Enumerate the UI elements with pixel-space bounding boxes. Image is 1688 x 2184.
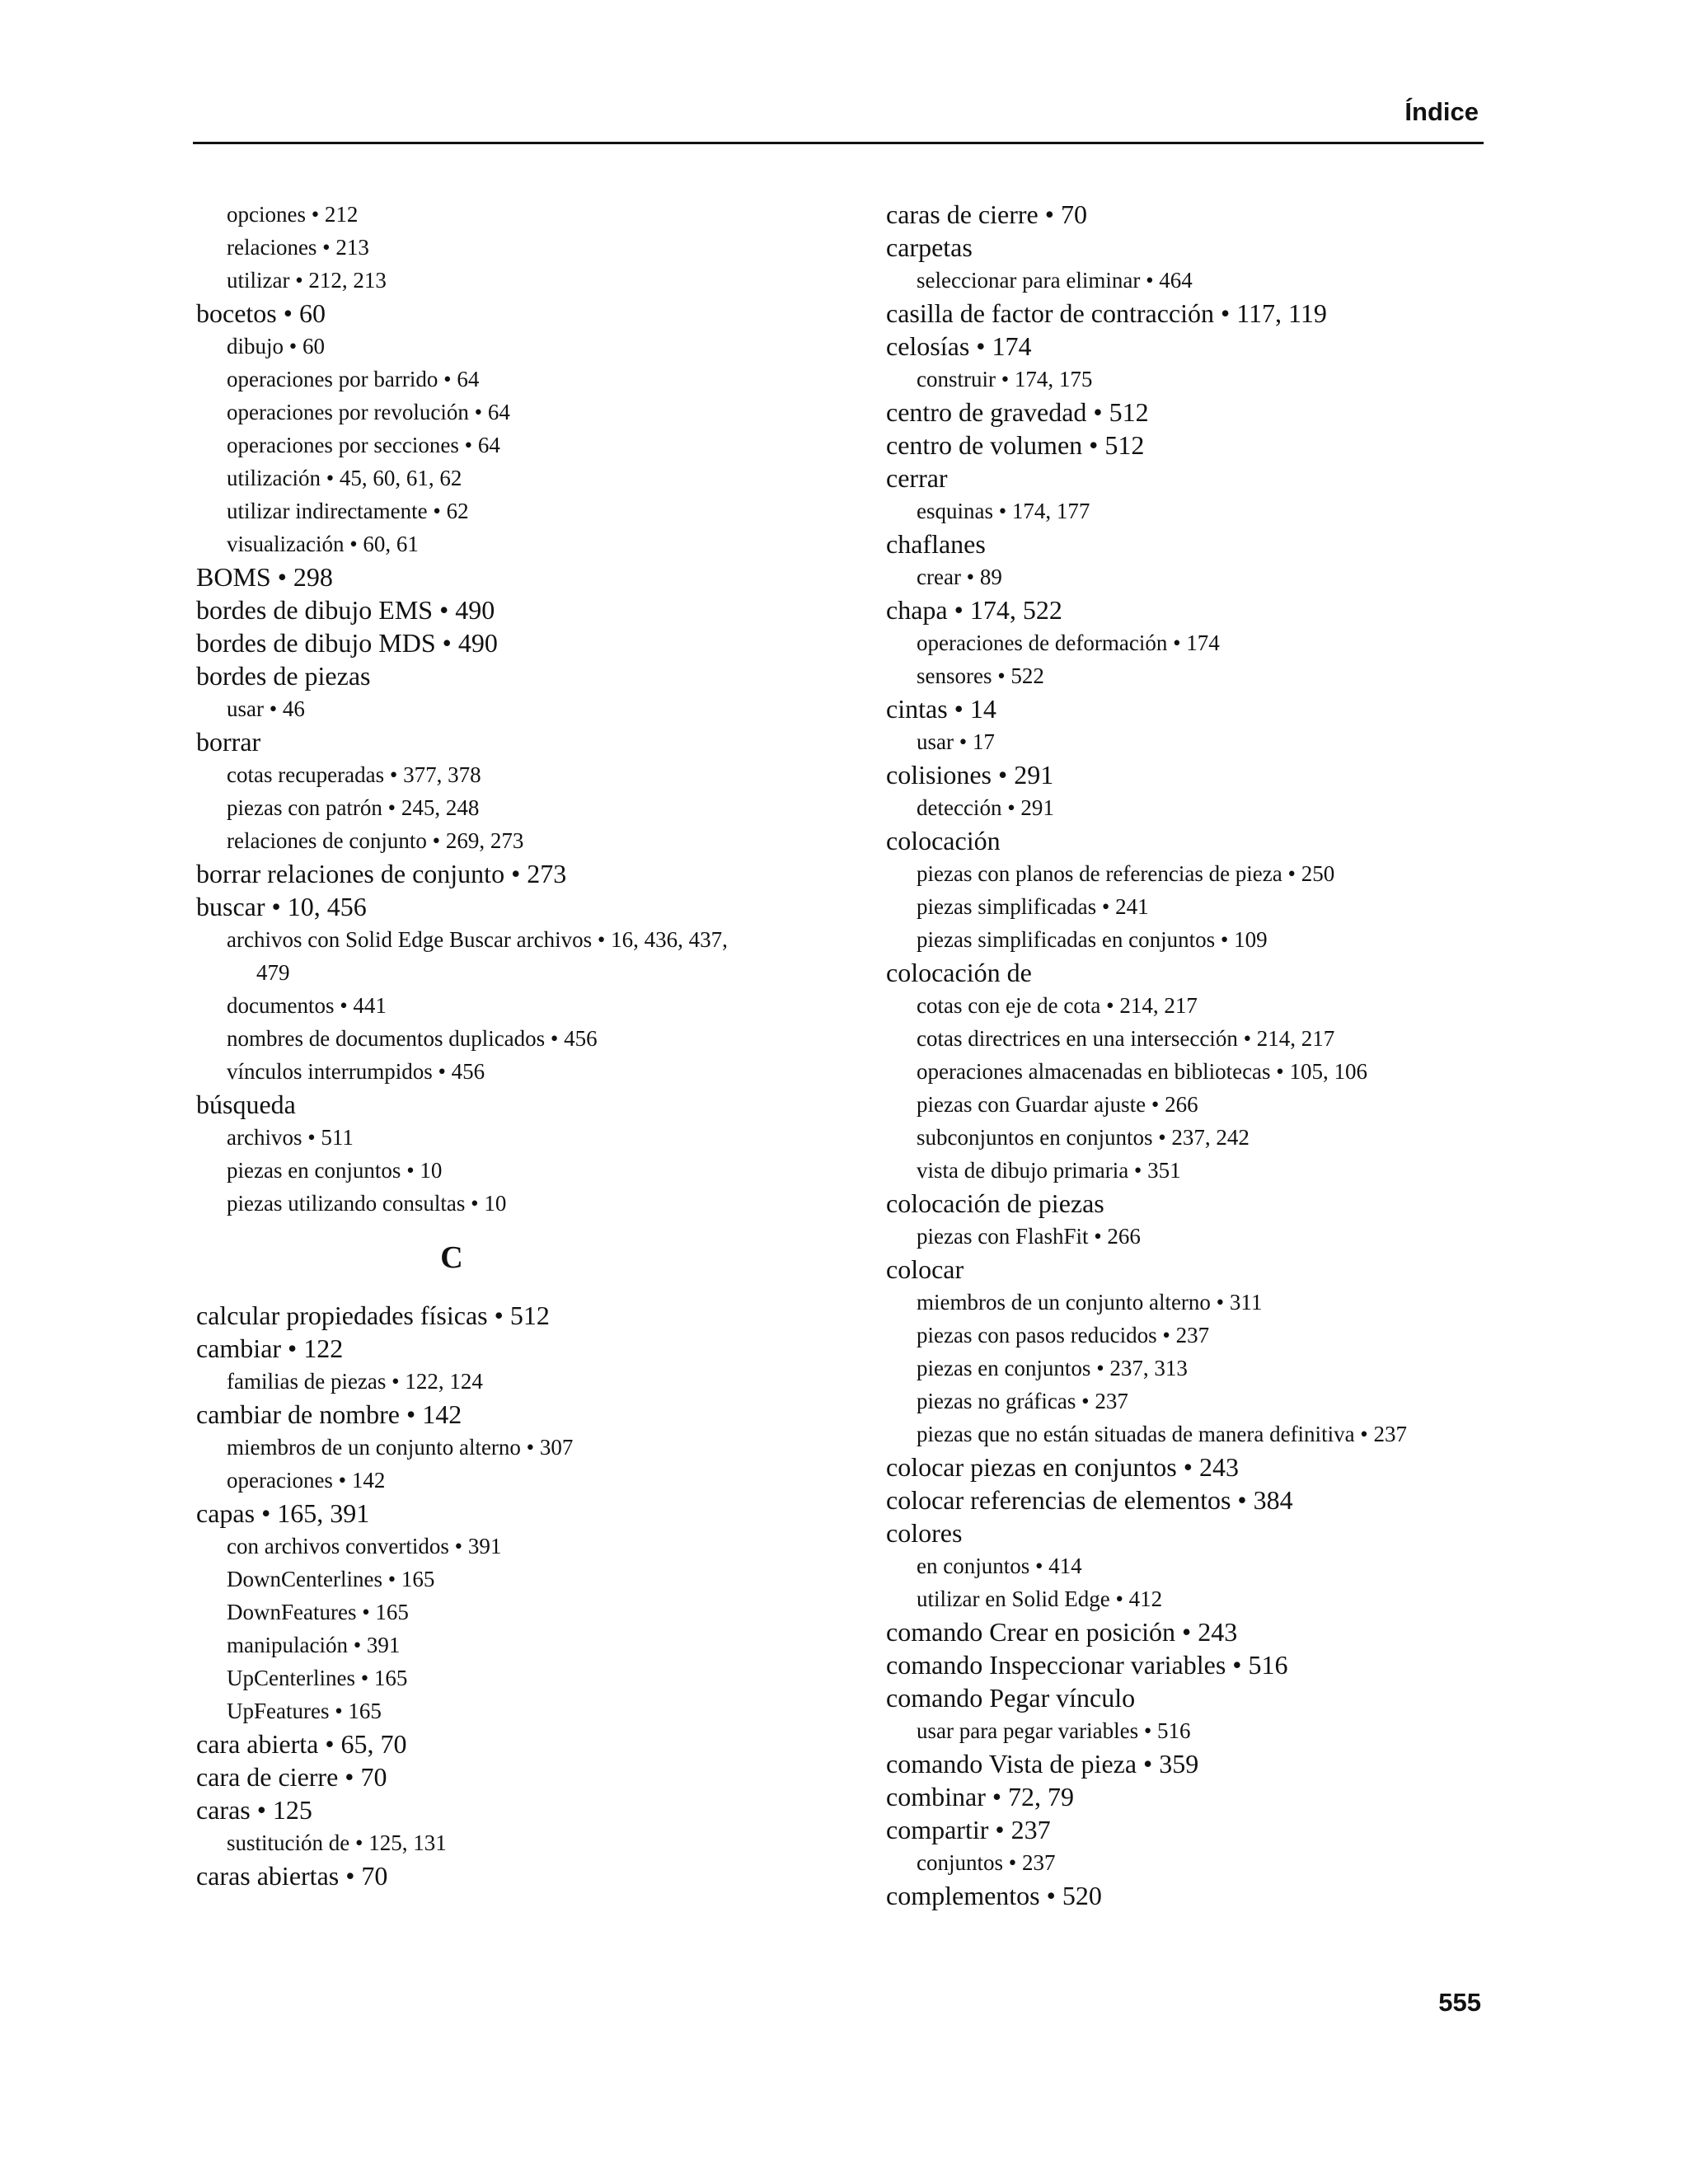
index-subentry: piezas con Guardar ajuste • 266 (917, 1092, 1198, 1117)
index-subentry: opciones • 212 (227, 202, 359, 227)
index-entry: caras abiertas • 70 (196, 1861, 388, 1891)
index-subentry: piezas con patrón • 245, 248 (227, 795, 480, 820)
index-subentry: DownCenterlines • 165 (227, 1567, 435, 1591)
index-entry: caras • 125 (196, 1795, 312, 1825)
index-entry: carpetas (886, 232, 973, 262)
index-subentry: dibujo • 60 (227, 334, 325, 359)
index-subentry: nombres de documentos duplicados • 456 (227, 1026, 598, 1051)
index-subentry: documentos • 441 (227, 993, 387, 1018)
index-entry: calcular propiedades físicas • 512 (196, 1301, 550, 1330)
index-subentry: subconjuntos en conjuntos • 237, 242 (917, 1125, 1250, 1150)
index-subentry: utilizar • 212, 213 (227, 268, 387, 293)
index-entry: colocación de piezas (886, 1188, 1104, 1218)
index-entry: buscar • 10, 456 (196, 892, 367, 921)
index-subentry: miembros de un conjunto alterno • 311 (917, 1290, 1263, 1315)
index-continuation: 479 (256, 960, 290, 985)
index-entry: bordes de dibujo EMS • 490 (196, 595, 495, 625)
index-entry: chapa • 174, 522 (886, 595, 1062, 625)
index-entry: cerrar (886, 463, 948, 493)
index-subentry: piezas con pasos reducidos • 237 (917, 1323, 1210, 1347)
index-entry: bocetos • 60 (196, 298, 326, 328)
index-entry: celosías • 174 (886, 331, 1032, 361)
index-subentry: operaciones almacenadas en bibliotecas • 105, 106 (917, 1059, 1368, 1084)
index-entry: complementos • 520 (886, 1881, 1102, 1910)
index-subentry: piezas con FlashFit • 266 (917, 1224, 1141, 1249)
running-header (193, 92, 1484, 144)
index-subentry: UpFeatures • 165 (227, 1699, 382, 1723)
index-entry: comando Inspeccionar variables • 516 (886, 1650, 1288, 1680)
index-entry: cintas • 14 (886, 694, 996, 724)
index-entry: bordes de piezas (196, 661, 371, 691)
index-subentry: piezas con planos de referencias de pieza • 250 (917, 861, 1335, 886)
index-subentry: familias de piezas • 122, 124 (227, 1369, 483, 1394)
page-number: 555 (1438, 1988, 1481, 2017)
index-subentry: sensores • 522 (917, 663, 1044, 688)
index-entry: comando Vista de pieza • 359 (886, 1749, 1199, 1779)
index-subentry: usar • 46 (227, 696, 305, 721)
index-subentry: utilizar en Solid Edge • 412 (917, 1586, 1163, 1611)
index-subentry: piezas en conjuntos • 10 (227, 1158, 443, 1183)
index-subentry: piezas en conjuntos • 237, 313 (917, 1356, 1188, 1380)
index-entry: compartir • 237 (886, 1815, 1051, 1844)
index-subentry: piezas no gráficas • 237 (917, 1389, 1128, 1413)
index-entry: colocar referencias de elementos • 384 (886, 1485, 1293, 1515)
index-entry: casilla de factor de contracción • 117, 119 (886, 298, 1327, 328)
index-subentry: vista de dibujo primaria • 351 (917, 1158, 1181, 1183)
index-subentry: piezas simplificadas en conjuntos • 109 (917, 927, 1268, 952)
index-entry: cambiar • 122 (196, 1333, 344, 1363)
index-subentry: con archivos convertidos • 391 (227, 1534, 502, 1558)
index-subentry: operaciones por barrido • 64 (227, 367, 480, 391)
index-entry: capas • 165, 391 (196, 1498, 370, 1528)
index-subentry: DownFeatures • 165 (227, 1600, 409, 1624)
index-subentry: archivos con Solid Edge Buscar archivos • 16, 436, 437, (227, 927, 728, 952)
index-entry: cara abierta • 65, 70 (196, 1729, 407, 1759)
index-entry: borrar (196, 727, 261, 757)
index-subentry: UpCenterlines • 165 (227, 1666, 408, 1690)
index-subentry: operaciones de deformación • 174 (917, 630, 1220, 655)
index-entry: comando Pegar vínculo (886, 1683, 1136, 1713)
index-entry: centro de gravedad • 512 (886, 397, 1149, 427)
index-subentry: operaciones por secciones • 64 (227, 433, 500, 457)
index-subentry: utilizar indirectamente • 62 (227, 499, 469, 523)
index-subentry: cotas directrices en una intersección • 214, 217 (917, 1026, 1335, 1051)
index-entry: búsqueda (196, 1090, 296, 1119)
index-subentry: crear • 89 (917, 565, 1002, 589)
index-subentry: sustitución de • 125, 131 (227, 1830, 447, 1855)
index-subentry: operaciones • 142 (227, 1468, 386, 1493)
index-entry: combinar • 72, 79 (886, 1782, 1075, 1811)
index-subentry: vínculos interrumpidos • 456 (227, 1059, 485, 1084)
index-subentry: piezas utilizando consultas • 10 (227, 1191, 507, 1216)
index-subentry: cotas recuperadas • 377, 378 (227, 762, 481, 787)
section-letter: C (440, 1240, 463, 1275)
index-subentry: piezas simplificadas • 241 (917, 894, 1149, 919)
index-subentry: utilización • 45, 60, 61, 62 (227, 466, 462, 490)
index-entry: comando Crear en posición • 243 (886, 1617, 1238, 1647)
index-subentry: manipulación • 391 (227, 1633, 401, 1657)
index-subentry: esquinas • 174, 177 (917, 499, 1090, 523)
index-subentry: relaciones • 213 (227, 235, 369, 260)
index-entry: cara de cierre • 70 (196, 1762, 387, 1792)
index-entry: colocar (886, 1254, 964, 1284)
index-entry: colores (886, 1518, 963, 1548)
index-subentry: usar para pegar variables • 516 (917, 1718, 1191, 1743)
index-entry: bordes de dibujo MDS • 490 (196, 628, 498, 658)
index-entry: colocar piezas en conjuntos • 243 (886, 1452, 1239, 1482)
index-subentry: seleccionar para eliminar • 464 (917, 268, 1193, 293)
index-column-right (886, 198, 1496, 1912)
index-subentry: detección • 291 (917, 795, 1054, 820)
index-subentry: relaciones de conjunto • 269, 273 (227, 828, 524, 853)
index-subentry: miembros de un conjunto alterno • 307 (227, 1435, 574, 1460)
index-subentry: construir • 174, 175 (917, 367, 1093, 391)
index-subentry: piezas que no están situadas de manera definitiva • 237 (917, 1422, 1408, 1446)
index-entry: chaflanes (886, 529, 986, 559)
index-entry: colisiones • 291 (886, 760, 1054, 790)
index-entry: BOMS • 298 (196, 562, 333, 592)
index-entry: colocación (886, 826, 1001, 855)
index-subentry: usar • 17 (917, 729, 995, 754)
index-entry: cambiar de nombre • 142 (196, 1399, 462, 1429)
index-subentry: en conjuntos • 414 (917, 1554, 1082, 1578)
index-subentry: cotas con eje de cota • 214, 217 (917, 993, 1198, 1018)
index-subentry: operaciones por revolución • 64 (227, 400, 510, 424)
index-subentry: conjuntos • 237 (917, 1850, 1056, 1875)
index-entry: colocación de (886, 958, 1032, 987)
index-subentry: visualización • 60, 61 (227, 532, 419, 556)
header-title: Índice (1404, 97, 1479, 126)
index-column-left (196, 198, 823, 1892)
index-entry: borrar relaciones de conjunto • 273 (196, 859, 567, 888)
index-entry: caras de cierre • 70 (886, 199, 1087, 229)
index-entry: centro de volumen • 512 (886, 430, 1145, 460)
index-subentry: archivos • 511 (227, 1125, 354, 1150)
